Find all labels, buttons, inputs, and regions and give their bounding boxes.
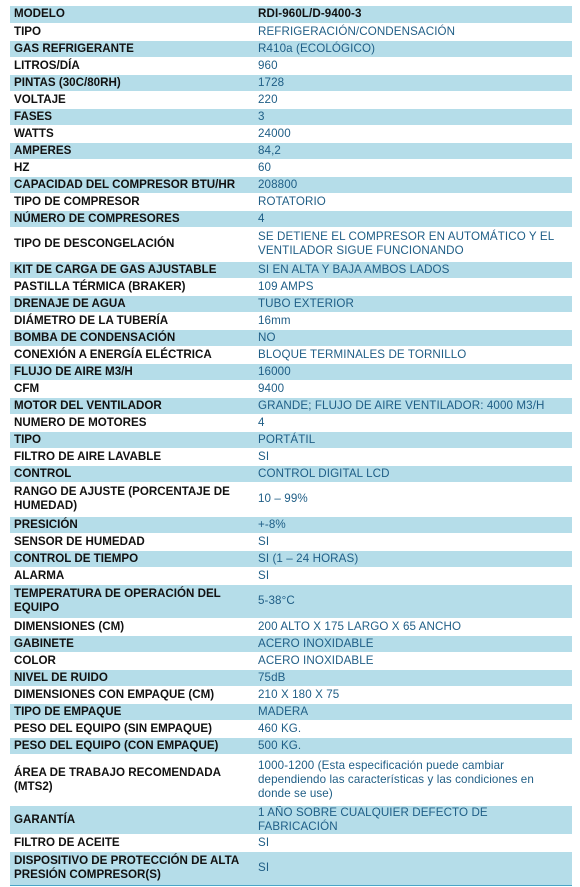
table-row [10, 261, 572, 278]
table-row [10, 125, 572, 142]
spec-value: CONTROL DIGITAL LCD [254, 465, 572, 482]
spec-table-body [10, 6, 572, 885]
spec-label: FILTRO DE AIRE LAVABLE [10, 448, 254, 465]
spec-value: 4 [254, 210, 572, 227]
spec-label: PASTILLA TÉRMICA (BRAKER) [10, 278, 254, 295]
spec-label: PESO DEL EQUIPO (CON EMPAQUE) [10, 737, 254, 754]
spec-label: WATTS [10, 125, 254, 142]
spec-label: KIT DE CARGA DE GAS AJUSTABLE [10, 261, 254, 278]
spec-value: SI (1 – 24 HORAS) [254, 550, 572, 567]
spec-label: CFM [10, 380, 254, 397]
spec-value: 210 X 180 X 75 [254, 686, 572, 703]
spec-label: TIPO [10, 431, 254, 448]
header-label: MODELO [10, 6, 254, 23]
spec-value: 60 [254, 159, 572, 176]
table-row [10, 108, 572, 125]
table-row [10, 720, 572, 737]
spec-label: COLOR [10, 652, 254, 669]
spec-label: CONTROL [10, 465, 254, 482]
table-row [10, 23, 572, 40]
spec-value: BLOQUE TERMINALES DE TORNILLO [254, 346, 572, 363]
table-row [10, 346, 572, 363]
spec-label: GABINETE [10, 635, 254, 652]
table-row [10, 584, 572, 618]
spec-label: NÚMERO DE COMPRESORES [10, 210, 254, 227]
table-row [10, 686, 572, 703]
table-row [10, 635, 572, 652]
spec-label: NUMERO DE MOTORES [10, 414, 254, 431]
spec-value: 220 [254, 91, 572, 108]
table-row [10, 465, 572, 482]
spec-value: 84,2 [254, 142, 572, 159]
spec-label: DIMENSIONES (CM) [10, 618, 254, 635]
spec-value: 200 ALTO X 175 LARGO X 65 ANCHO [254, 618, 572, 635]
spec-label: ÁREA DE TRABAJO RECOMENDADA (MTS2) [10, 754, 254, 805]
spec-value: 208800 [254, 176, 572, 193]
spec-value: SI [254, 567, 572, 584]
spec-label: TEMPERATURA DE OPERACIÓN DEL EQUIPO [10, 584, 254, 618]
spec-label: TIPO DE EMPAQUE [10, 703, 254, 720]
spec-value: 10 – 99% [254, 482, 572, 516]
spec-label: HZ [10, 159, 254, 176]
table-row [10, 737, 572, 754]
spec-value: GRANDE; FLUJO DE AIRE VENTILADOR: 4000 M3/H [254, 397, 572, 414]
table-row [10, 91, 572, 108]
spec-value: 5-38°C [254, 584, 572, 618]
spec-value: ROTATORIO [254, 193, 572, 210]
spec-value: SI [254, 851, 572, 885]
spec-label: PESO DEL EQUIPO (SIN EMPAQUE) [10, 720, 254, 737]
spec-label: PRESICIÓN [10, 516, 254, 533]
spec-label: CONTROL DE TIEMPO [10, 550, 254, 567]
spec-label: ALARMA [10, 567, 254, 584]
table-row [10, 550, 572, 567]
spec-value: SE DETIENE EL COMPRESOR EN AUTOMÁTICO Y EL VENTILADOR SIGUE FUNCIONANDO [254, 227, 572, 261]
table-row [10, 516, 572, 533]
spec-value: REFRIGERACIÓN/CONDENSACIÓN [254, 23, 572, 40]
table-row [10, 227, 572, 261]
spec-table [10, 6, 572, 886]
table-row [10, 312, 572, 329]
table-row [10, 618, 572, 635]
spec-value: PORTÁTIL [254, 431, 572, 448]
spec-label: DIÁMETRO DE LA TUBERÍA [10, 312, 254, 329]
spec-value: R410a (ECOLÓGICO) [254, 40, 572, 57]
spec-value: 4 [254, 414, 572, 431]
spec-label: AMPERES [10, 142, 254, 159]
spec-value: 1000-1200 (Esta especificación puede cambiar dependiendo las características y las condiciones en donde se use) [254, 754, 572, 805]
spec-label: LITROS/DÍA [10, 57, 254, 74]
spec-value: 16000 [254, 363, 572, 380]
table-row [10, 805, 572, 834]
spec-label: MOTOR DEL VENTILADOR [10, 397, 254, 414]
spec-label: FLUJO DE AIRE M3/H [10, 363, 254, 380]
table-row [10, 414, 572, 431]
spec-label: CAPACIDAD DEL COMPRESOR BTU/HR [10, 176, 254, 193]
table-row [10, 482, 572, 516]
spec-value: SI [254, 834, 572, 851]
spec-value: TUBO EXTERIOR [254, 295, 572, 312]
spec-value: SI [254, 448, 572, 465]
table-row [10, 329, 572, 346]
spec-label: TIPO [10, 23, 254, 40]
spec-value: 3 [254, 108, 572, 125]
spec-label: GARANTÍA [10, 805, 254, 834]
spec-label: FILTRO DE ACEITE [10, 834, 254, 851]
table-row [10, 669, 572, 686]
spec-label: SENSOR DE HUMEDAD [10, 533, 254, 550]
spec-value: +-8% [254, 516, 572, 533]
table-row [10, 176, 572, 193]
spec-label: VOLTAJE [10, 91, 254, 108]
spec-label: DIMENSIONES CON EMPAQUE (CM) [10, 686, 254, 703]
spec-label: DRENAJE DE AGUA [10, 295, 254, 312]
table-row [10, 363, 572, 380]
table-row [10, 193, 572, 210]
table-row [10, 57, 572, 74]
spec-value: 460 KG. [254, 720, 572, 737]
table-row [10, 533, 572, 550]
table-row [10, 448, 572, 465]
table-row [10, 652, 572, 669]
spec-value: 1 AÑO SOBRE CUALQUIER DEFECTO DE FABRICACIÓN [254, 805, 572, 834]
table-row [10, 142, 572, 159]
spec-label: BOMBA DE CONDENSACIÓN [10, 329, 254, 346]
table-row [10, 834, 572, 851]
spec-label: TIPO DE DESCONGELACIÓN [10, 227, 254, 261]
table-row [10, 567, 572, 584]
spec-value: 960 [254, 57, 572, 74]
header-value: RDI-960L/D-9400-3 [254, 6, 572, 23]
spec-label: RANGO DE AJUSTE (PORCENTAJE DE HUMEDAD) [10, 482, 254, 516]
spec-value: SI EN ALTA Y BAJA AMBOS LADOS [254, 261, 572, 278]
table-row [10, 380, 572, 397]
spec-label: TIPO DE COMPRESOR [10, 193, 254, 210]
table-header-row [10, 6, 572, 23]
spec-value: ACERO INOXIDABLE [254, 635, 572, 652]
table-row [10, 210, 572, 227]
table-row [10, 851, 572, 885]
spec-value: SI [254, 533, 572, 550]
table-row [10, 278, 572, 295]
spec-label: FASES [10, 108, 254, 125]
spec-label: GAS REFRIGERANTE [10, 40, 254, 57]
spec-value: 16mm [254, 312, 572, 329]
spec-label: DISPOSITIVO DE PROTECCIÓN DE ALTA PRESIÓN COMPRESOR(S) [10, 851, 254, 885]
table-row [10, 295, 572, 312]
table-row [10, 754, 572, 805]
table-row [10, 431, 572, 448]
table-row [10, 397, 572, 414]
spec-value: NO [254, 329, 572, 346]
spec-label: PINTAS (30C/80RH) [10, 74, 254, 91]
spec-label: NIVEL DE RUIDO [10, 669, 254, 686]
spec-label: CONEXIÓN A ENERGÍA ELÉCTRICA [10, 346, 254, 363]
spec-value: ACERO INOXIDABLE [254, 652, 572, 669]
spec-value: 9400 [254, 380, 572, 397]
spec-value: MADERA [254, 703, 572, 720]
table-row [10, 74, 572, 91]
table-row [10, 40, 572, 57]
spec-value: 1728 [254, 74, 572, 91]
spec-value: 24000 [254, 125, 572, 142]
table-row [10, 703, 572, 720]
spec-value: 109 AMPS [254, 278, 572, 295]
spec-value: 75dB [254, 669, 572, 686]
spec-value: 500 KG. [254, 737, 572, 754]
table-row [10, 159, 572, 176]
